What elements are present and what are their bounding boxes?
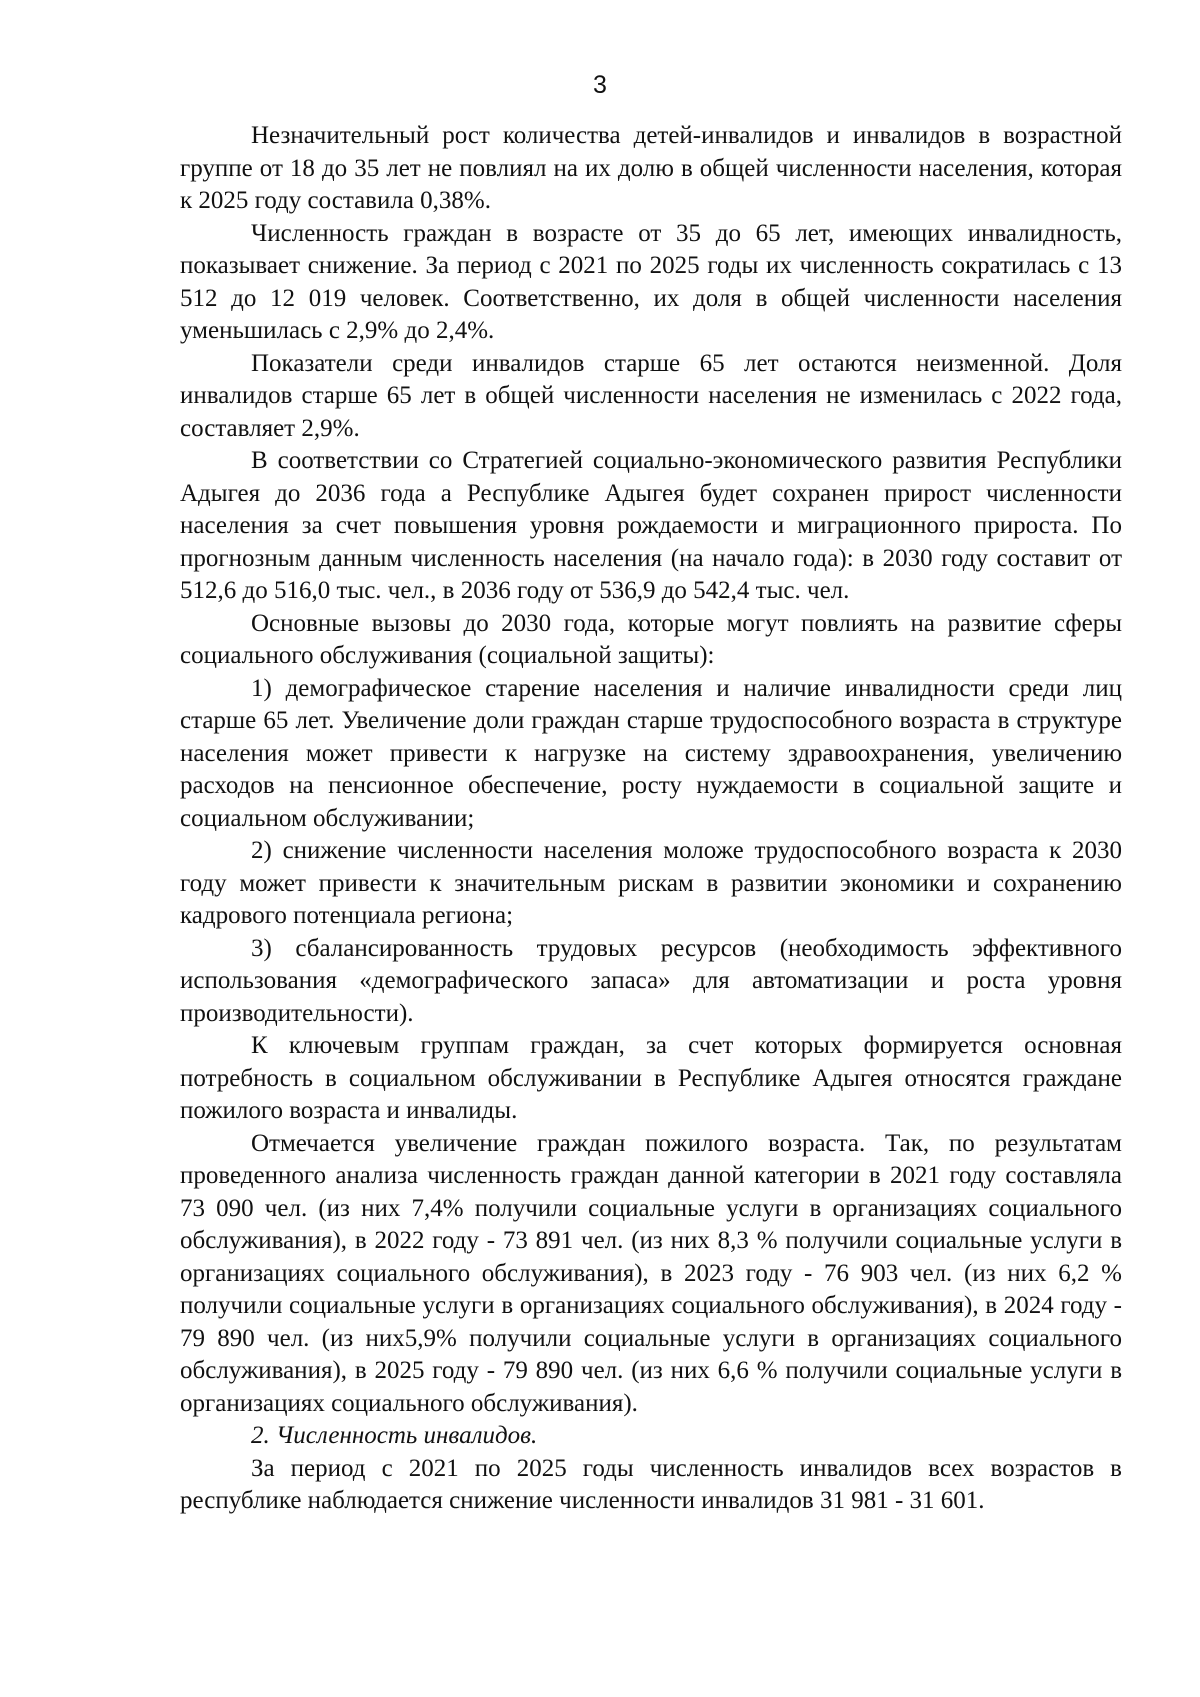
list-item-challenge-3: 3) сбалансированность трудовых ресурсов (необходимость эффективного использования «демографического запаса» для автоматизации и роста уровня производительности). [180, 934, 1122, 1027]
page-number: 3 [593, 71, 607, 99]
paragraph-key-groups: К ключевым группам граждан, за счет которых формируется основная потребность в социальном обслуживании в Республике Адыгея относятся граждане пожилого возраста и инвалиды. [180, 1032, 1122, 1124]
paragraph-disabled-total: За период с 2021 по 2025 годы численность инвалидов всех возрастов в республике наблюдается снижение численности инвалидов 31 981 - 31 601. [180, 1454, 1122, 1514]
list-item-challenge-2: 2) снижение численности населения моложе трудоспособного возраста к 2030 году может привести к значительным рискам в развитии экономики и сохранению кадрового потенциала региона; [180, 837, 1122, 929]
paragraph-main-challenges: Основные вызовы до 2030 года, которые могут повлиять на развитие сферы социального обслуживания (социальной защиты): [180, 609, 1122, 669]
list-item-challenge-1: 1) демографическое старение населения и наличие инвалидности среди лиц старше 65 лет. Увеличение доли граждан старше трудоспособного возраста в структуре населения может привести к нагрузке на систему здравоохранения, увеличению расходов на пенсионное обеспечение, росту нуждаемости в социальной защите и социальном обслуживании; [180, 674, 1122, 832]
paragraph-strategy-forecast: В соответствии со Стратегией социально-экономического развития Республики Адыгея до 2036 года а Республике Адыгея будет сохранен прирост численности населения за счет повышения уровня рождаемости и миграционного прироста. По прогнозным данным численность населения (на начало года): в 2030 году составит от 512,6 до 516,0 тыс. чел., в 2036 году от 536,9 до 542,4 тыс. чел. [180, 447, 1122, 604]
paragraph-disabled-18-35: Незначительный рост количества детей-инвалидов и инвалидов в возрастной группе от 18 до 35 лет не повлиял на их долю в общей численности населения, которая к 2025 году составила 0,38%. [180, 122, 1122, 214]
paragraph-disabled-over-65: Показатели среди инвалидов старше 65 лет остаются неизменной. Доля инвалидов старше 65 лет в общей численности населения не изменилась с 2022 года, составляет 2,9%. [180, 349, 1122, 442]
document-body [180, 120, 1122, 1518]
section-heading-disabled-count: 2. Численность инвалидов. [251, 1422, 538, 1449]
paragraph-elderly-growth: Отмечается увеличение граждан пожилого возраста. Так, по результатам проведенного анализа численность граждан данной категории в 2021 году составляла 73 090 чел. (из них 7,4% получили социальные услуги в организациях социального обслуживания), в 2022 году - 73 891 чел. (из них 8,3 % получили социальные услуги в организациях социального обслуживания), в 2023 году - 76 903 чел. (из них 6,2 % получили социальные услуги в организациях социального обслуживания), в 2024 году - 79 890 чел. (из них5,9% получили социальные услуги в организациях социального обслуживания), в 2025 году - 79 890 чел. (из них 6,6 % получили социальные услуги в организациях социального обслуживания). [180, 1129, 1122, 1417]
paragraph-disabled-35-65: Численность граждан в возрасте от 35 до 65 лет, имеющих инвалидность, показывает снижение. За период с 2021 по 2025 годы их численность сократилась с 13 512 до 12 019 человек. Соответственно, их доля в общей численности населения уменьшилась с 2,9% до 2,4%. [180, 219, 1122, 344]
